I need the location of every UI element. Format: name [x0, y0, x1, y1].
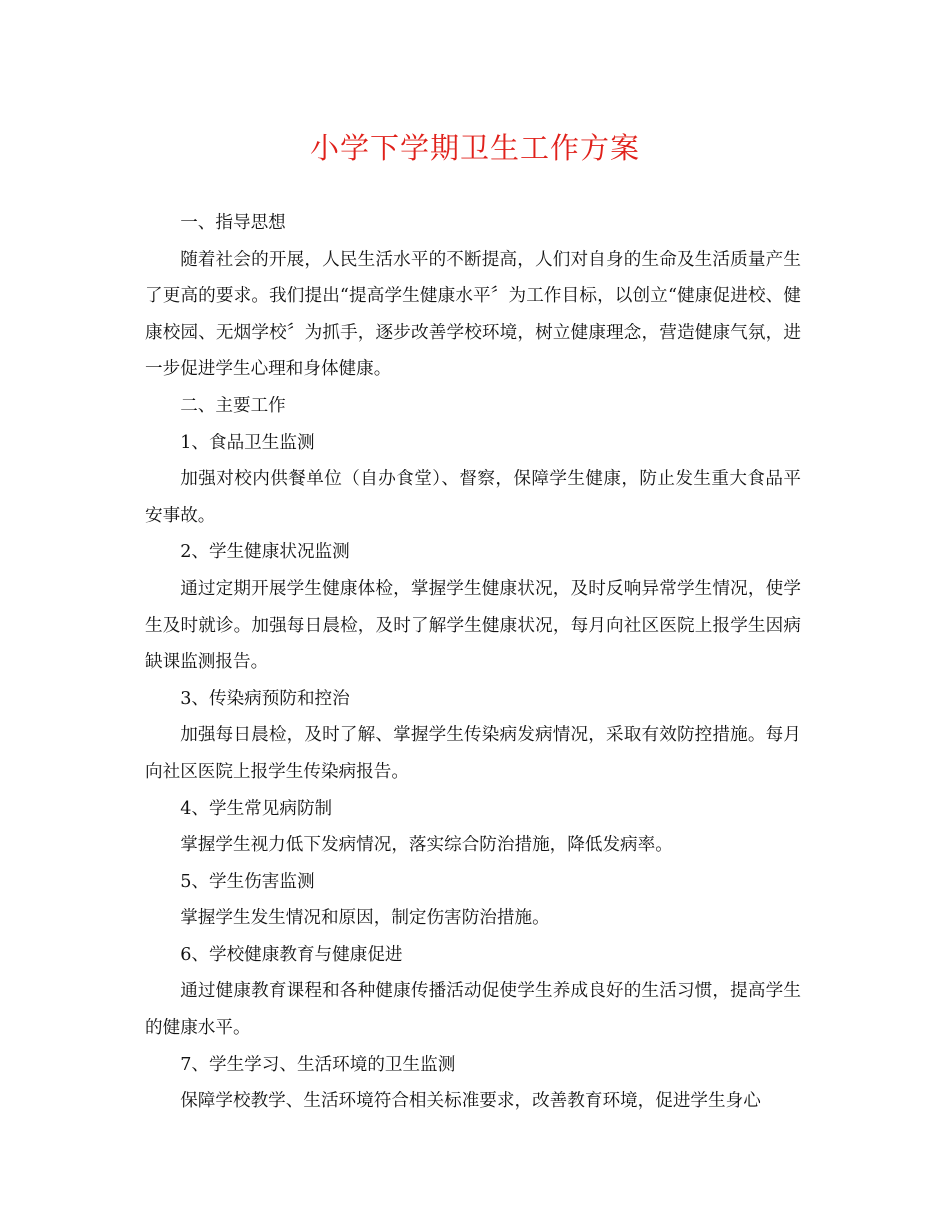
document-title: 小学下学期卫生工作方案: [309, 131, 640, 165]
subheading-infectious-disease: 3、传染病预防和控治: [180, 688, 350, 709]
paragraph-guiding-ideology: 随着社会的开展，人民生活水平的不断提高，人们对自身的生命及生活质量产生了更高的要求。我们提出“提高学生健康水平〞为工作目标，以创立“健康促进校、健康校园、无烟学校〞为抓手，逐步改善学校环境，树立健康理念，营造健康气氛，进一步促进学生心理和身体健康。: [145, 249, 801, 380]
subheading-health-education: 6、学校健康教育与健康促进: [180, 944, 403, 965]
subheading-common-disease: 4、学生常见病防制: [180, 798, 333, 819]
paragraph-student-health: 通过定期开展学生健康体检，掌握学生健康状况，及时反响异常学生情况，使学生及时就诊。加强每日晨检，及时了解学生健康状况，每月向社区医院上报学生因病缺课监测报告。: [145, 578, 801, 673]
paragraph-health-education: 通过健康教育课程和各种健康传播活动促使学生养成良好的生活习惯，提高学生的健康水平。: [145, 981, 801, 1039]
document-body: [145, 205, 801, 1120]
subheading-food-hygiene: 1、食品卫生监测: [180, 432, 315, 453]
paragraph-injury-monitoring: 掌握学生发生情况和原因，制定伤害防治措施。: [180, 908, 550, 929]
heading-main-work: 二、主要工作: [180, 395, 286, 416]
paragraph-infectious-disease: 加强每日晨检，及时了解、掌握学生传染病发病情况，采取有效防控措施。每月向社区医院上报学生传染病报告。: [145, 725, 801, 782]
heading-guiding-ideology: 一、指导思想: [180, 213, 286, 233]
paragraph-environment-monitoring: 保障学校教学、生活环境符合相关标准要求，改善教育环境，促进学生身心: [180, 1091, 761, 1112]
subheading-environment-monitoring: 7、学生学习、生活环境的卫生监测: [180, 1054, 456, 1075]
paragraph-common-disease: 掌握学生视力低下发病情况，落实综合防治措施，降低发病率。: [180, 835, 673, 856]
subheading-injury-monitoring: 5、学生伤害监测: [180, 871, 315, 892]
subheading-student-health: 2、学生健康状况监测: [180, 542, 350, 563]
paragraph-food-hygiene: 加强对校内供餐单位（自办食堂）、督察，保障学生健康，防止发生重大食品平安事故。: [145, 469, 801, 526]
